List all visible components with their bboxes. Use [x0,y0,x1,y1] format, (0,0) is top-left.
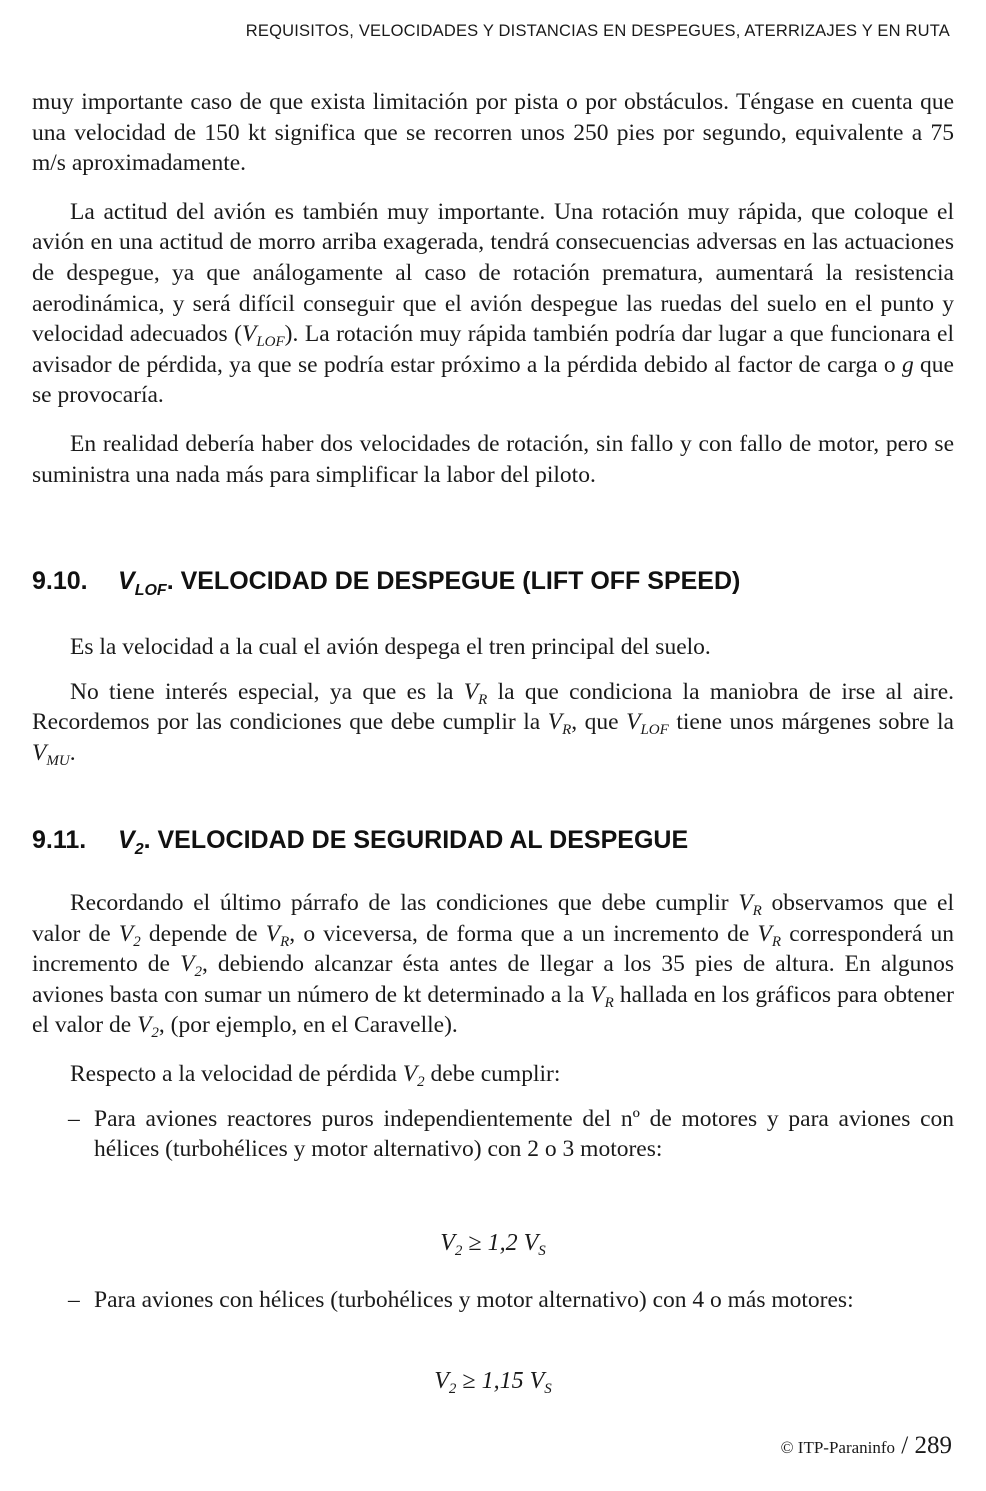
s911-text-f: , debiendo alcanzar ésta antes de llegar a los 35 pies de altura. En algunos aviones basta con sumar un número de kt determinado a la [32,951,954,1008]
s911-text-c: depende de [140,920,266,947]
section-910-subscript: LOF [134,582,167,599]
formula-v2-1-2-vs [0,1230,986,1257]
section-910-paragraph-2 [32,677,954,769]
section-911-list-2 [32,1285,954,1316]
section-911-heading [32,826,688,859]
section-911-paragraph-1 [32,888,954,1041]
p2-text-b: ). La rotación muy rápida también podría dar lugar a que funcionara el avisador de pérdida, ya que se podría estar próximo a la pérdida debido al factor de carga o [32,321,954,378]
intro-paragraph-1: muy importante caso de que exista limitación por pista o por obstáculos. Téngase en cuenta que una velocidad de 150 kt significa que se recorren unos 250 pies por segundo, equivalente a 75 m/s aproximadamente. [32,89,954,177]
section-911-title: . VELOCIDAD DE SEGURIDAD AL DESPEGUE [143,826,689,854]
v-2-symbol: V [402,1060,418,1087]
s911-p2-text-b: debe cumplir: [424,1060,561,1087]
bullet-dash: – [68,1105,80,1132]
g-symbol: g [901,351,914,378]
bullet-1-text: Para aviones reactores puros independientemente del nº de motores y para aviones con hélices (turbohélices y motor alternativo) con 2 o 3 motores: [94,1105,954,1163]
formula-vs-symbol: V [529,1368,545,1394]
formula-rhs: ≥ 1,15 [456,1368,530,1394]
formula-vs-symbol: V [523,1230,539,1256]
section-910-text-block [32,632,954,768]
v-r-subscript: R [752,903,762,919]
v-mu-subscript: MU [46,752,70,769]
list-item-jet-aircraft [32,1104,954,1165]
section-911-text-block [32,888,954,1165]
s911-text-g: hallada en los gráficos para obtener el valor de [32,981,954,1039]
intro-paragraph-2 [32,197,954,411]
v-lof-symbol: V [241,321,257,348]
s911-p2-text-a: Respecto a la velocidad de pérdida [70,1060,403,1087]
s910-text-d: tiene unos márgenes sobre la [668,709,954,736]
v-r-subscript: R [478,691,488,708]
formula-v-subscript: 2 [454,1243,463,1259]
s910-text-b: la que condiciona la maniobra de irse al aire. Recordemos por las condiciones que debe cumplir la [32,678,954,736]
s911-text-e: corresponderá un incremento de [32,920,954,978]
v-r-symbol: V [463,678,479,705]
running-head: REQUISITOS, VELOCIDADES Y DISTANCIAS EN DESPEGUES, ATERRIZAJES Y EN RUTA [245,22,950,40]
v-r-subscript: R [604,994,614,1011]
section-910-title: . VELOCIDAD DE DESPEGUE (LIFT OFF SPEED) [166,567,741,595]
v-2-subscript: 2 [151,1025,159,1042]
v-2-symbol: V [180,951,195,978]
formula-rhs: ≥ 1,2 [462,1230,524,1256]
section-911-symbol: V [118,826,135,854]
v-2-subscript: 2 [417,1073,425,1090]
formula-vs-subscript: S [544,1381,552,1397]
v-r-symbol: V [265,920,281,947]
v-lof-subscript: LOF [640,722,669,739]
s911-text-b: observamos que el valor de [32,890,954,947]
v-r-subscript: R [771,933,781,950]
s910-text-e: . [69,739,76,766]
s911-text-d: , o viceversa, de forma que a un incremento de [289,920,758,947]
s910-text-c: , que [571,709,627,736]
formula-v-symbol: V [434,1368,449,1394]
intro-text-block [32,87,954,490]
formula-v-symbol: V [440,1230,455,1256]
section-910-symbol: V [118,567,135,595]
p2-text-a: La actitud del avión es también muy importante. Una rotación muy rápida, que coloque el avión en una actitud de morro arriba exagerada, tendrá consecuencias adversas en las actuaciones de despegue, ya que análogamente al caso de rotación prematura, aumentará la resistencia aerodinámica, y será difícil conseguir que el avión despegue las ruedas del suelo en el punto y velocidad adecuados ( [32,198,954,348]
s911-text-a: Recordando el último párrafo de las condiciones que debe cumplir [70,890,739,916]
list-item-propeller-aircraft [32,1285,954,1316]
v-r-subscript: R [280,933,290,950]
intro-paragraph-3: En realidad debería haber dos velocidades de rotación, sin fallo y con fallo de motor, pero se suministra una nada más para simplificar la labor del piloto. [32,430,954,488]
bullet-2-text: Para aviones con hélices (turbohélices y motor alternativo) con 4 o más motores: [94,1287,854,1313]
v-2-symbol: V [118,920,134,947]
section-911-paragraph-2 [32,1059,954,1090]
v-r-symbol: V [738,890,753,916]
section-911-number: 9.11. [32,826,87,854]
page-number: 289 [914,1432,952,1459]
footer-separator: / [895,1432,915,1459]
v-2-subscript: 2 [194,964,202,981]
formula-v2-1-15-vs [0,1368,986,1395]
v-2-symbol: V [137,1012,152,1039]
section-910-paragraph-1: Es la velocidad a la cual el avión despega el tren principal del suelo. [70,634,711,660]
formula-v-subscript: 2 [448,1381,457,1397]
section-910-number: 9.10. [32,567,88,595]
bullet-dash: – [68,1287,80,1313]
v-r-symbol: V [590,981,605,1008]
copyright-text: © ITP-Paraninfo [780,1438,896,1457]
section-910-heading [32,567,740,600]
v-lof-subscript: LOF [256,334,285,351]
v-2-subscript: 2 [133,933,141,950]
v-r-subscript: R [562,722,572,739]
page-footer [781,1432,952,1460]
section-911-subscript: 2 [134,841,144,858]
p2-text-c: que se provocaría. [32,351,954,409]
v-lof-symbol: V [626,709,641,736]
v-mu-symbol: V [32,739,47,766]
s911-text-h: , (por ejemplo, en el Caravelle). [158,1012,458,1039]
v-r-symbol: V [547,709,563,736]
v-r-symbol: V [757,920,772,947]
formula-vs-subscript: S [538,1243,546,1259]
s910-text-a: No tiene interés especial, ya que es la [70,678,464,705]
